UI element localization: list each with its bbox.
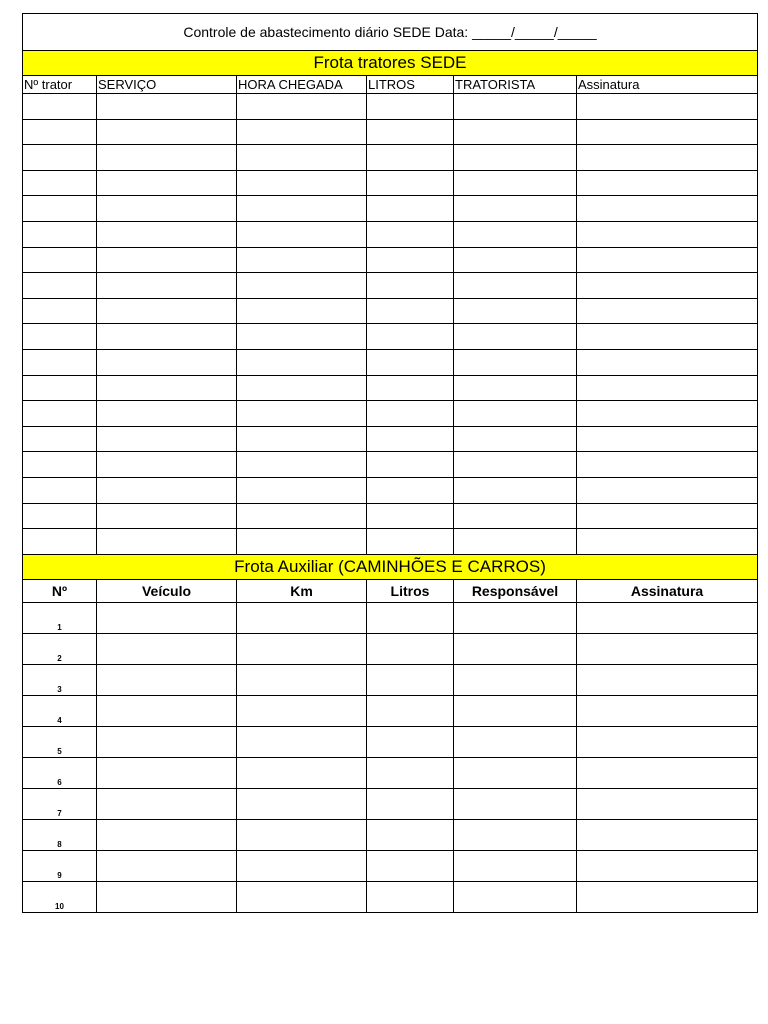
blank-entry-cell[interactable] <box>23 145 97 171</box>
blank-entry-cell[interactable] <box>237 145 367 171</box>
blank-entry-cell[interactable] <box>23 477 97 503</box>
blank-entry-cell[interactable] <box>237 375 367 401</box>
column-header-tractor-number: Nº trator <box>23 76 97 94</box>
blank-entry-cell[interactable] <box>577 664 758 695</box>
blank-entry-cell[interactable] <box>97 757 237 788</box>
blank-entry-cell[interactable] <box>23 324 97 350</box>
blank-entry-cell[interactable] <box>577 375 758 401</box>
blank-entry-cell[interactable] <box>577 881 758 912</box>
row-number: 10 <box>23 881 97 912</box>
row-number: 9 <box>23 850 97 881</box>
blank-entry-cell[interactable] <box>454 273 577 299</box>
table-row <box>23 695 758 726</box>
section-title-tractors: Frota tratores SEDE <box>23 51 758 76</box>
blank-entry-cell[interactable] <box>367 170 454 196</box>
row-number: 2 <box>23 633 97 664</box>
table-row <box>23 529 758 555</box>
blank-entry-cell[interactable] <box>577 349 758 375</box>
blank-entry-cell[interactable] <box>577 503 758 529</box>
blank-entry-cell[interactable] <box>237 349 367 375</box>
blank-entry-cell[interactable] <box>367 273 454 299</box>
blank-entry-cell[interactable] <box>237 170 367 196</box>
blank-entry-cell[interactable] <box>577 819 758 850</box>
table-row <box>23 477 758 503</box>
blank-entry-cell[interactable] <box>454 503 577 529</box>
blank-entry-cell[interactable] <box>577 196 758 222</box>
blank-entry-cell[interactable] <box>367 664 454 695</box>
table-row <box>23 221 758 247</box>
column-header-liters: Litros <box>367 579 454 602</box>
column-header-liters: LITROS <box>367 76 454 94</box>
blank-entry-cell[interactable] <box>23 375 97 401</box>
blank-entry-cell[interactable] <box>367 819 454 850</box>
blank-entry-cell[interactable] <box>97 273 237 299</box>
table-row <box>23 247 758 273</box>
blank-entry-cell[interactable] <box>367 633 454 664</box>
blank-entry-cell[interactable] <box>577 170 758 196</box>
blank-entry-cell[interactable] <box>454 401 577 427</box>
blank-entry-cell[interactable] <box>454 298 577 324</box>
blank-entry-cell[interactable] <box>454 94 577 120</box>
table-row <box>23 726 758 757</box>
table-row <box>23 503 758 529</box>
blank-entry-cell[interactable] <box>367 426 454 452</box>
blank-entry-cell[interactable] <box>97 602 237 633</box>
column-header-service: SERVIÇO <box>97 76 237 94</box>
blank-entry-cell[interactable] <box>577 401 758 427</box>
table-row <box>23 324 758 350</box>
blank-entry-cell[interactable] <box>237 477 367 503</box>
blank-entry-cell[interactable] <box>577 426 758 452</box>
blank-entry-cell[interactable] <box>23 529 97 555</box>
blank-entry-cell[interactable] <box>97 788 237 819</box>
blank-entry-cell[interactable] <box>454 426 577 452</box>
blank-entry-cell[interactable] <box>97 401 237 427</box>
table-row <box>23 819 758 850</box>
blank-entry-cell[interactable] <box>237 298 367 324</box>
blank-entry-cell[interactable] <box>97 221 237 247</box>
blank-entry-cell[interactable] <box>367 298 454 324</box>
blank-entry-cell[interactable] <box>454 695 577 726</box>
blank-entry-cell[interactable] <box>23 349 97 375</box>
blank-entry-cell[interactable] <box>454 221 577 247</box>
table-row <box>23 757 758 788</box>
blank-entry-cell[interactable] <box>577 726 758 757</box>
table-row <box>23 401 758 427</box>
row-number: 3 <box>23 664 97 695</box>
blank-entry-cell[interactable] <box>577 145 758 171</box>
column-header-arrival-time: HORA CHEGADA <box>237 76 367 94</box>
blank-entry-cell[interactable] <box>577 695 758 726</box>
blank-entry-cell[interactable] <box>454 757 577 788</box>
blank-entry-cell[interactable] <box>577 633 758 664</box>
blank-entry-cell[interactable] <box>23 298 97 324</box>
blank-entry-cell[interactable] <box>454 196 577 222</box>
blank-entry-cell[interactable] <box>97 298 237 324</box>
table-row <box>23 349 758 375</box>
blank-entry-cell[interactable] <box>23 196 97 222</box>
blank-entry-cell[interactable] <box>454 633 577 664</box>
blank-entry-cell[interactable] <box>237 273 367 299</box>
column-header-responsible: Responsável <box>454 579 577 602</box>
blank-entry-cell[interactable] <box>454 452 577 478</box>
blank-entry-cell[interactable] <box>237 247 367 273</box>
blank-entry-cell[interactable] <box>577 452 758 478</box>
blank-entry-cell[interactable] <box>367 401 454 427</box>
table-row <box>23 170 758 196</box>
row-number: 4 <box>23 695 97 726</box>
blank-entry-cell[interactable] <box>367 349 454 375</box>
table-row <box>23 602 758 633</box>
blank-entry-cell[interactable] <box>367 726 454 757</box>
blank-entry-cell[interactable] <box>97 170 237 196</box>
blank-entry-cell[interactable] <box>237 602 367 633</box>
table-row <box>23 298 758 324</box>
blank-entry-cell[interactable] <box>237 401 367 427</box>
blank-entry-cell[interactable] <box>577 273 758 299</box>
blank-entry-cell[interactable] <box>237 324 367 350</box>
auxiliary-fleet-table <box>22 554 758 913</box>
table-row <box>23 850 758 881</box>
row-number: 1 <box>23 602 97 633</box>
table-row <box>23 881 758 912</box>
blank-entry-cell[interactable] <box>454 850 577 881</box>
blank-entry-cell[interactable] <box>23 426 97 452</box>
column-header-number: Nº <box>23 579 97 602</box>
blank-entry-cell[interactable] <box>367 503 454 529</box>
blank-entry-cell[interactable] <box>454 375 577 401</box>
blank-entry-cell[interactable] <box>577 247 758 273</box>
table-row <box>23 94 758 120</box>
blank-entry-cell[interactable] <box>97 477 237 503</box>
blank-entry-cell[interactable] <box>367 788 454 819</box>
blank-entry-cell[interactable] <box>454 881 577 912</box>
blank-entry-cell[interactable] <box>454 664 577 695</box>
blank-entry-cell[interactable] <box>577 94 758 120</box>
blank-entry-cell[interactable] <box>454 726 577 757</box>
blank-entry-cell[interactable] <box>237 426 367 452</box>
row-number: 5 <box>23 726 97 757</box>
blank-entry-cell[interactable] <box>577 602 758 633</box>
blank-entry-cell[interactable] <box>367 757 454 788</box>
blank-entry-cell[interactable] <box>23 119 97 145</box>
blank-entry-cell[interactable] <box>577 788 758 819</box>
blank-entry-cell[interactable] <box>367 529 454 555</box>
blank-entry-cell[interactable] <box>367 196 454 222</box>
row-number: 8 <box>23 819 97 850</box>
blank-entry-cell[interactable] <box>237 788 367 819</box>
blank-entry-cell[interactable] <box>237 695 367 726</box>
blank-entry-cell[interactable] <box>454 529 577 555</box>
form-title: Controle de abastecimento diário SEDE Data: _____/_____/_____ <box>23 14 758 51</box>
blank-entry-cell[interactable] <box>577 850 758 881</box>
blank-entry-cell[interactable] <box>367 94 454 120</box>
blank-entry-cell[interactable] <box>237 119 367 145</box>
blank-entry-cell[interactable] <box>23 273 97 299</box>
row-number: 7 <box>23 788 97 819</box>
fuel-control-sheet <box>22 13 757 913</box>
blank-entry-cell[interactable] <box>454 119 577 145</box>
blank-entry-cell[interactable] <box>237 819 367 850</box>
blank-entry-cell[interactable] <box>237 503 367 529</box>
column-header-vehicle: Veículo <box>97 579 237 602</box>
blank-entry-cell[interactable] <box>237 664 367 695</box>
blank-entry-cell[interactable] <box>237 452 367 478</box>
blank-entry-cell[interactable] <box>367 477 454 503</box>
blank-entry-cell[interactable] <box>577 221 758 247</box>
table-row <box>23 196 758 222</box>
blank-entry-cell[interactable] <box>97 145 237 171</box>
blank-entry-cell[interactable] <box>97 881 237 912</box>
blank-entry-cell[interactable] <box>97 426 237 452</box>
blank-entry-cell[interactable] <box>577 757 758 788</box>
blank-entry-cell[interactable] <box>97 324 237 350</box>
blank-entry-cell[interactable] <box>23 221 97 247</box>
blank-entry-cell[interactable] <box>367 695 454 726</box>
blank-entry-cell[interactable] <box>577 324 758 350</box>
row-number: 6 <box>23 757 97 788</box>
table-row <box>23 273 758 299</box>
blank-entry-cell[interactable] <box>97 196 237 222</box>
blank-entry-cell[interactable] <box>577 477 758 503</box>
table-row <box>23 788 758 819</box>
blank-entry-cell[interactable] <box>97 695 237 726</box>
blank-entry-cell[interactable] <box>577 119 758 145</box>
table-row <box>23 452 758 478</box>
table-row <box>23 145 758 171</box>
blank-entry-cell[interactable] <box>367 324 454 350</box>
blank-entry-cell[interactable] <box>97 247 237 273</box>
blank-entry-cell[interactable] <box>454 145 577 171</box>
blank-entry-cell[interactable] <box>23 247 97 273</box>
section-title-auxiliary: Frota Auxiliar (CAMINHÕES E CARROS) <box>23 554 758 579</box>
tractor-fleet-table <box>22 13 758 555</box>
blank-entry-cell[interactable] <box>454 819 577 850</box>
blank-entry-cell[interactable] <box>367 375 454 401</box>
blank-entry-cell[interactable] <box>237 94 367 120</box>
table-row <box>23 426 758 452</box>
blank-entry-cell[interactable] <box>454 349 577 375</box>
blank-entry-cell[interactable] <box>367 452 454 478</box>
blank-entry-cell[interactable] <box>97 664 237 695</box>
blank-entry-cell[interactable] <box>454 602 577 633</box>
column-header-signature: Assinatura <box>577 76 758 94</box>
blank-entry-cell[interactable] <box>577 529 758 555</box>
blank-entry-cell[interactable] <box>454 324 577 350</box>
blank-entry-cell[interactable] <box>97 819 237 850</box>
blank-entry-cell[interactable] <box>97 850 237 881</box>
blank-entry-cell[interactable] <box>97 726 237 757</box>
column-header-signature: Assinatura <box>577 579 758 602</box>
blank-entry-cell[interactable] <box>237 196 367 222</box>
table-row <box>23 119 758 145</box>
blank-entry-cell[interactable] <box>97 633 237 664</box>
blank-entry-cell[interactable] <box>237 850 367 881</box>
blank-entry-cell[interactable] <box>454 170 577 196</box>
column-header-km: Km <box>237 579 367 602</box>
blank-entry-cell[interactable] <box>367 221 454 247</box>
blank-entry-cell[interactable] <box>367 850 454 881</box>
blank-entry-cell[interactable] <box>23 170 97 196</box>
blank-entry-cell[interactable] <box>97 375 237 401</box>
column-header-tractor-driver: TRATORISTA <box>454 76 577 94</box>
blank-entry-cell[interactable] <box>97 94 237 120</box>
blank-entry-cell[interactable] <box>237 757 367 788</box>
blank-entry-cell[interactable] <box>237 881 367 912</box>
blank-entry-cell[interactable] <box>367 145 454 171</box>
blank-entry-cell[interactable] <box>237 726 367 757</box>
blank-entry-cell[interactable] <box>23 94 97 120</box>
blank-entry-cell[interactable] <box>97 349 237 375</box>
blank-entry-cell[interactable] <box>454 247 577 273</box>
table-row <box>23 375 758 401</box>
blank-entry-cell[interactable] <box>237 221 367 247</box>
blank-entry-cell[interactable] <box>367 881 454 912</box>
blank-entry-cell[interactable] <box>23 503 97 529</box>
blank-entry-cell[interactable] <box>97 452 237 478</box>
blank-entry-cell[interactable] <box>454 477 577 503</box>
blank-entry-cell[interactable] <box>97 119 237 145</box>
blank-entry-cell[interactable] <box>367 602 454 633</box>
blank-entry-cell[interactable] <box>23 401 97 427</box>
table-row <box>23 633 758 664</box>
table-row <box>23 664 758 695</box>
blank-entry-cell[interactable] <box>454 788 577 819</box>
blank-entry-cell[interactable] <box>367 247 454 273</box>
blank-entry-cell[interactable] <box>237 633 367 664</box>
blank-entry-cell[interactable] <box>97 503 237 529</box>
blank-entry-cell[interactable] <box>367 119 454 145</box>
blank-entry-cell[interactable] <box>577 298 758 324</box>
blank-entry-cell[interactable] <box>237 529 367 555</box>
blank-entry-cell[interactable] <box>23 452 97 478</box>
blank-entry-cell[interactable] <box>97 529 237 555</box>
